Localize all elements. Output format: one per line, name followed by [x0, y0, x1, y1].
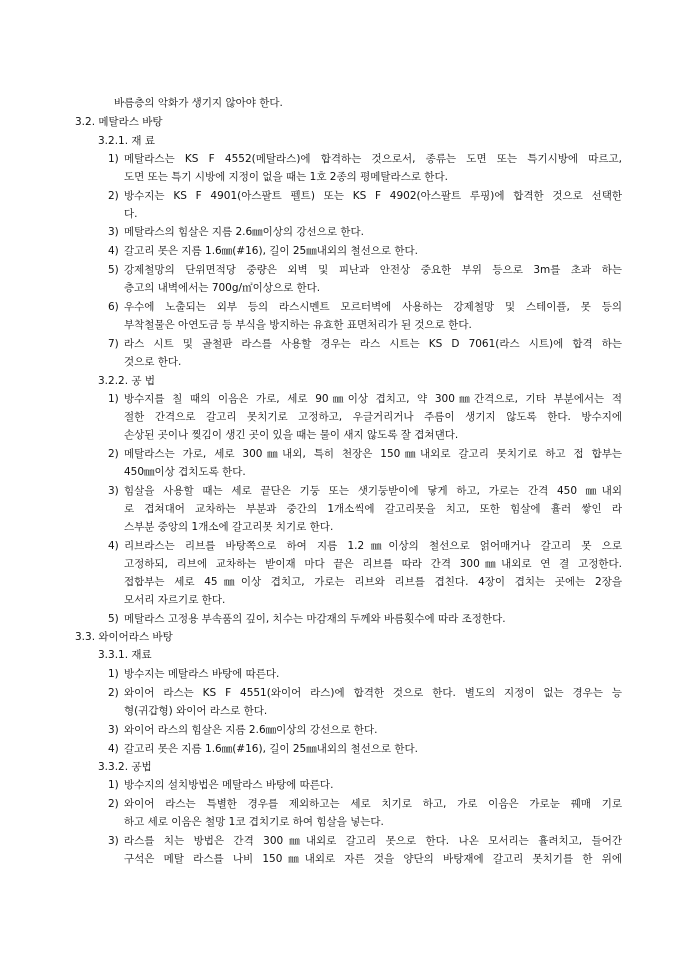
list-item-line: 것으로 한다.	[124, 356, 182, 368]
list-item-line: 접합부는 세로 45㎜이상 겹치고, 가로는 리브와 리브를 겹친다. 4장이 겹치는 곳에는 2장을	[124, 576, 622, 588]
list-item-number: 1)	[108, 779, 119, 791]
list-item-line: 손상된 곳이나 찢김이 생긴 곳이 있을 때는 물이 새지 않도록 잘 겹쳐댄다.	[124, 429, 459, 441]
list-item-number: 5)	[108, 613, 119, 625]
list-item-line: 와이어 라스는 특별한 경우를 제외하고는 세로 치기로 하고, 가로 이음은 가로눈 꿰매 기로	[124, 798, 622, 810]
list-item-line: 고정하되, 리브에 교차하는 받이재 마다 끝은 리브를 따라 간격 300㎜내외로 연 결 고정한다.	[124, 558, 622, 570]
list-item-line: 갈고리 못은 지름 1.6㎜(#16), 길이 25㎜내외의 철선으로 한다.	[124, 245, 419, 257]
list-item-line: 모서리 자르기로 한다.	[124, 594, 226, 606]
list-item-number: 7)	[108, 338, 119, 350]
list-item-line: 방수지의 설치방법은 메탈라스 바탕에 따른다.	[124, 779, 334, 791]
list-item-line: 도면 또는 특기 시방에 지정이 없을 때는 1호 2종의 평메탈라스로 한다.	[124, 171, 448, 183]
list-item-line: 층고의 내벽에서는 700g/㎡이상으로 한다.	[124, 282, 321, 294]
list-item-number: 3)	[108, 226, 119, 238]
list-item-line: 갈고리 못은 지름 1.6㎜(#16), 길이 25㎜내외의 철선으로 한다.	[124, 743, 419, 755]
list-item-number: 2)	[108, 448, 119, 460]
list-item-number: 6)	[108, 301, 119, 313]
list-item-number: 3)	[108, 724, 119, 736]
section-heading-3-2: 3.2. 메탈라스 바탕	[75, 116, 163, 128]
list-item-number: 5)	[108, 264, 119, 276]
list-item-line: 부착철물은 아연도금 등 부식을 방지하는 유효한 표면처리가 된 것으로 한다.	[124, 319, 472, 331]
list-item-number: 1)	[108, 153, 119, 165]
intro-line: 바름층의 악화가 생기지 않아야 한다.	[114, 97, 283, 109]
list-item-number: 2)	[108, 687, 119, 699]
section-heading-3-3: 3.3. 와이어라스 바탕	[75, 631, 173, 643]
list-item-line: 스부분 중앙의 1개소에 갈고리못 치기로 한다.	[124, 521, 334, 533]
list-item-line: 라스를 치는 방법은 간격 300㎜내외로 갈고리 못으로 한다. 나온 모서리는 휼려치고, 들어간	[124, 835, 622, 847]
list-item-line: 로 겹쳐대어 교차하는 부분과 중간의 1개소씩에 갈고리못을 치고, 또한 힘살에 휼러 쌓인 라	[124, 503, 622, 515]
subsection-heading-3-2-2: 3.2.2. 공 법	[98, 375, 156, 387]
list-item-line: 방수지는 KS F 4901(아스팔트 펠트) 또는 KS F 4902(아스팔트 루핑)에 합격한 것으로 선택한	[124, 190, 622, 202]
subsection-heading-3-3-1: 3.3.1. 재료	[98, 649, 152, 661]
list-item-line: 리브라스는 리브를 바탕쪽으로 하여 지름 1.2㎜이상의 철선으로 얽어매거나 갈고리 못 으로	[124, 540, 622, 552]
list-item-number: 4)	[108, 540, 119, 552]
list-item-line: 강제철망의 단위면적당 중량은 외벽 및 피난과 안전상 중요한 부위 등으로 3m를 초과 하는	[124, 264, 622, 276]
subsection-heading-3-2-1: 3.2.1. 재 료	[98, 135, 156, 147]
list-item-line: 와이어 라스의 힘살은 지름 2.6㎜이상의 강선으로 한다.	[124, 724, 378, 736]
subsection-heading-3-3-2: 3.3.2. 공법	[98, 761, 152, 773]
list-item-number: 4)	[108, 743, 119, 755]
list-item-line: 형(귀갑형) 와이어 라스로 한다.	[124, 705, 268, 717]
list-item-number: 4)	[108, 245, 119, 257]
list-item-line: 우수에 노출되는 외부 등의 라스시멘트 모르터벽에 사용하는 강제철망 및 스테이플, 못 등의	[124, 301, 622, 313]
list-item-line: 와이어 라스는 KS F 4551(와이어 라스)에 합격한 것으로 한다. 별도의 지정이 없는 경우는 능	[124, 687, 622, 699]
list-item-number: 3)	[108, 835, 119, 847]
list-item-line: 절한 간격으로 갈고리 못치기로 고정하고, 우글거리거나 주름이 생기지 않도록 한다. 방수지에	[124, 411, 622, 423]
list-item-number: 3)	[108, 485, 119, 497]
list-item-line: 하고 세로 이음은 철망 1코 겹치기로 하여 힘살을 넣는다.	[124, 816, 384, 828]
list-item-number: 2)	[108, 798, 119, 810]
list-item-line: 힘살을 사용할 때는 세로 끝단은 기둥 또는 샛기둥받이에 닿게 하고, 가로는 간격 450 ㎜내외	[124, 485, 622, 497]
list-item-line: 메탈라스는 KS F 4552(메탈라스)에 합격하는 것으로서, 종류는 도면 또는 특기시방에 따르고,	[124, 153, 622, 165]
list-item-line: 메탈라스는 가로, 세로 300㎜내외, 특히 천장은 150㎜내외로 갈고리 못치기로 하고 접 합부는	[124, 448, 622, 460]
list-item-number: 2)	[108, 190, 119, 202]
list-item-line: 구석은 메탈 라스를 나비 150㎜내외로 자른 것을 양단의 바탕재에 갈고리 못치기를 한 위에	[124, 853, 622, 865]
list-item-line: 라스 시트 및 골철판 라스를 사용할 경우는 라스 시트는 KS D 7061(라스 시트)에 합격 하는	[124, 338, 622, 350]
list-item-line: 방수지를 칠 때의 이음은 가로, 세로 90㎜이상 겹치고, 약 300㎜간격으로, 기타 부분에서는 적	[124, 393, 622, 405]
list-item-line: 다.	[124, 208, 138, 220]
list-item-number: 1)	[108, 393, 119, 405]
list-item-line: 450㎜이상 겹치도록 한다.	[124, 466, 246, 478]
list-item-line: 메탈라스 고정용 부속품의 깊이, 치수는 마감재의 두께와 바름횟수에 따라 조정한다.	[124, 613, 506, 625]
list-item-number: 1)	[108, 668, 119, 680]
list-item-line: 방수지는 메탈라스 바탕에 따른다.	[124, 668, 280, 680]
list-item-line: 메탈라스의 힘살은 지름 2.6㎜이상의 강선으로 한다.	[124, 226, 364, 238]
